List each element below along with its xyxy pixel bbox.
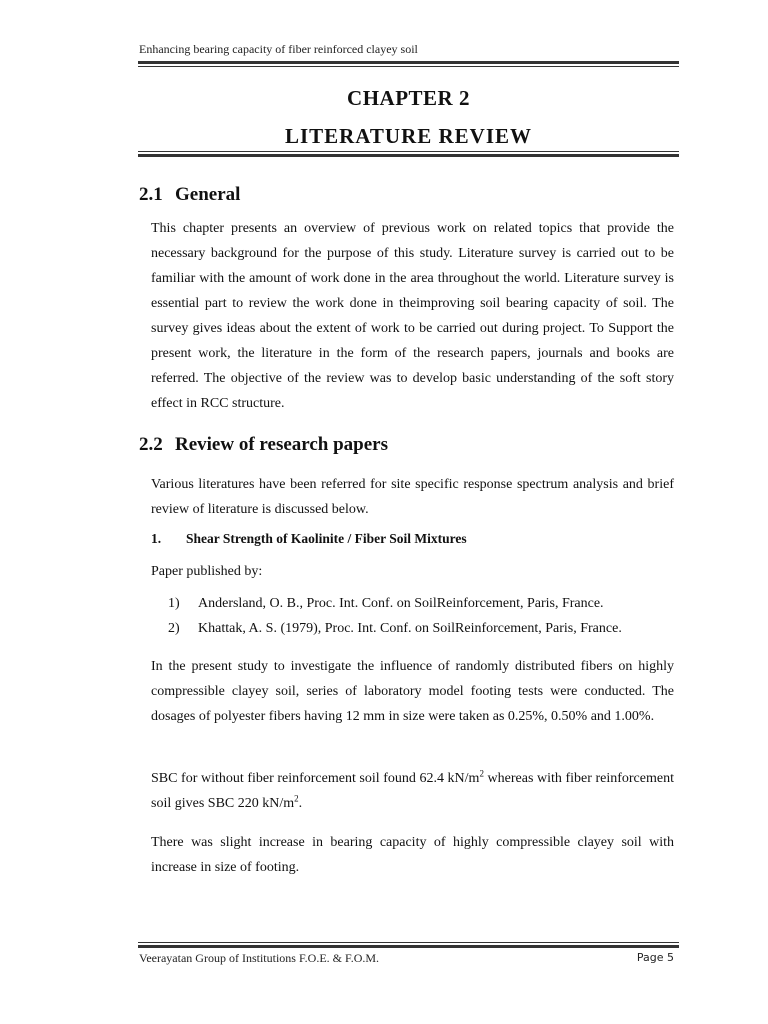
header-rule-thick [138,61,679,64]
reference-number: 2) [168,621,180,636]
sbc-paragraph [151,766,674,816]
sbc-superscript: 2 [294,793,299,804]
reference-item [168,621,622,637]
sbc-superscript: 2 [479,768,484,779]
footer-rule-thin [138,942,679,943]
paper-item-heading: Shear Strength of Kaolinite / Fiber Soil Mixtures [186,531,467,546]
sbc-text-part1: SBC for without fiber reinforcement soil found 62.4 kN/m [151,771,480,786]
running-header: Enhancing bearing capacity of fiber reinforced clayey soil [139,42,418,56]
conclusion-paragraph: There was slight increase in bearing capacity of highly compressible clayey soil with increase in size of footing. [151,835,674,875]
section-heading-general [139,184,240,206]
paper-item-title [151,531,467,547]
sbc-text-part3: . [298,796,303,811]
reference-text: Khattak, A. S. (1979), Proc. Int. Conf. on SoilReinforcement, Paris, France. [198,621,622,636]
chapter-rule-thick [138,154,679,157]
chapter-title: LITERATURE REVIEW [284,124,533,148]
section-heading-review [139,434,388,456]
published-by-label: Paper published by: [151,564,263,579]
study-paragraph: In the present study to investigate the influence of randomly distributed fibers on highly compressible clayey soil, series of laboratory model footing tests were conducted. The dosages of polyester fibers having 12 mm in size were taken as 0.25%, 0.50% and 1.00%. [151,659,674,724]
sbc-text-part2: whereas with fiber reinforcement soil gives SBC 220 kN/m [151,771,674,811]
review-intro-paragraph: Various literatures have been referred for site specific response spectrum analysis and brief review of literature is discussed below. [151,477,674,517]
section-number: 2.2 [139,434,163,455]
reference-text: Andersland, O. B., Proc. Int. Conf. on SoilReinforcement, Paris, France. [198,596,604,611]
footer-rule-thick [138,945,679,948]
reference-item [168,596,604,612]
header-rule-thin [138,66,679,67]
footer-institution: Veerayatan Group of Institutions F.O.E. & F.O.M. [139,951,380,965]
reference-number: 1) [168,596,180,611]
chapter-number: CHAPTER 2 [347,86,470,110]
section-number: 2.1 [139,184,163,205]
section-title: General [175,184,241,205]
paper-item-number: 1. [151,531,162,546]
section-title: Review of research papers [175,434,388,455]
chapter-rule-thin [138,151,679,152]
page-number: Page 5 [636,951,674,964]
general-paragraph: This chapter presents an overview of previous work on related topics that provide the necessary background for the purpose of this study. Literature survey is carried out to be familiar with the amount of work done in the area throughout the world. Literature survey is essential part to review the work done in theimproving soil bearing capacity of soil. The survey gives ideas about the extent of work to be carried out during project. To Support the present work, the literature in the form of the research papers, journals and books are referred. The objective of the review was to develop basic understanding of the soft story effect in RCC structure. [151,221,674,411]
